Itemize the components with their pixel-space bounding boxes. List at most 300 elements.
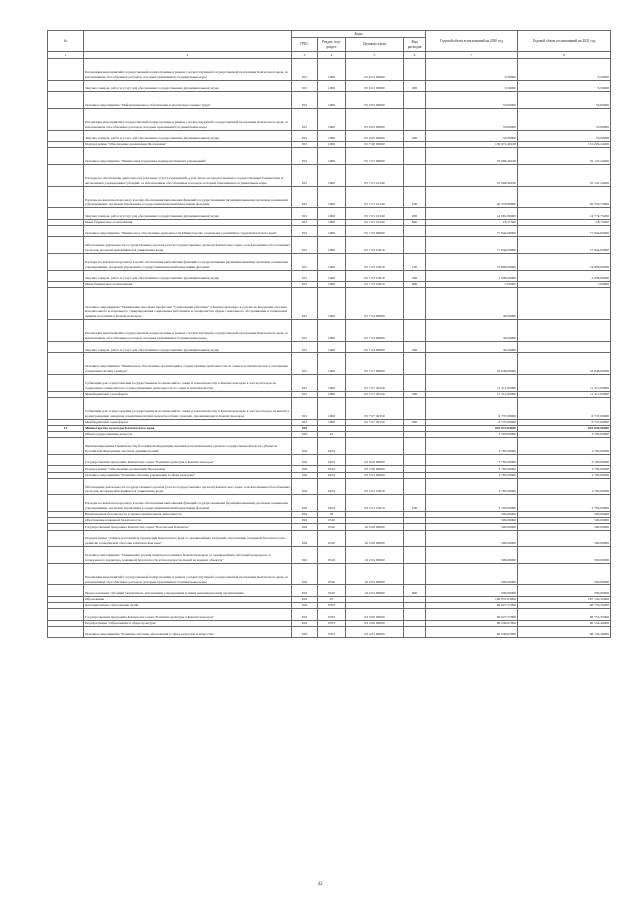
row-number (48, 270, 84, 281)
table-row (48, 454, 611, 465)
row-razdel: 1006 (318, 253, 346, 270)
row-razdel: 0310 (318, 563, 346, 585)
row-number (48, 253, 84, 270)
row-grbs: 815 (292, 320, 318, 342)
row-sum-2020: 150 972,46100 (426, 141, 518, 147)
row-expense-type (404, 148, 426, 165)
row-razdel: 0310 (318, 518, 346, 524)
row-sum-2021: 500,00000 (518, 511, 611, 517)
row-sum-2021: 18 048,00000 (518, 353, 611, 375)
row-razdel: 0703 (318, 603, 346, 609)
row-number (48, 130, 84, 141)
row-sum-2020: 53,00000 (426, 108, 518, 130)
row-sum-2021: 53,00000 (518, 92, 611, 109)
column-index: 3 (292, 52, 318, 59)
row-razdel: 1006 (318, 270, 346, 281)
row-razdel: 0104 (318, 454, 346, 465)
row-sum-2020: 3,50000 (426, 80, 518, 91)
row-sum-2020: 66 046,67000 (426, 626, 518, 637)
row-razdel: 0104 (318, 466, 346, 472)
row-grbs: 815 (292, 353, 318, 375)
row-grbs: 815 (292, 375, 318, 392)
row-name: Закупка товаров, работ и услуг для обеспечения государственных (муниципальных) нужд (84, 270, 292, 281)
row-expense-type (404, 626, 426, 637)
row-grbs: 816 (292, 585, 318, 596)
row-target-article: 05 7 07 40120 (346, 391, 404, 397)
row-sum-2021: 55 147,24200 (518, 148, 611, 165)
table-row (48, 342, 611, 353)
row-razdel: 0104 (318, 472, 346, 478)
row-expense-type: 600 (404, 585, 426, 596)
row-razdel: 0703 (318, 620, 346, 626)
row-sum-2021: 3 785,00000 (518, 478, 611, 495)
budget-table (47, 30, 611, 638)
header-sum-2020: Годовой объем ассигнований на 2020 год (426, 31, 518, 52)
table-row (48, 225, 611, 236)
row-grbs: 816 (292, 495, 318, 512)
row-expense-type: 100 (404, 186, 426, 208)
header-csr: Целевая статья (346, 38, 404, 52)
row-name: Субвенции для осуществления государственных полномочий по опеке и попечительству в Камчатском крае в части расходов на содержание специалистов, осуществляющих деятельность по опеке и попечительству (84, 375, 292, 392)
row-sum-2020: 30,00000 (426, 342, 518, 353)
row-razdel: 1006 (318, 342, 346, 353)
row-grbs: 815 (292, 208, 318, 219)
row-expense-type (404, 59, 426, 81)
row-name: Общегосударственные вопросы (84, 432, 292, 438)
row-expense-type (404, 438, 426, 455)
row-expense-type: 200 (404, 270, 426, 281)
row-expense-type: 100 (404, 495, 426, 512)
row-sum-2020: 14 681,86000 (426, 208, 518, 219)
row-name: Основное мероприятие "Повышение уровня защиты населения в Камчатском крае от чрезвычайных ситуаций природного и техногенного характера, пожарной безопасности и безопасности людей на водных объектах" (84, 547, 292, 564)
row-target-article: 05 7 01 10140 (346, 208, 404, 219)
row-grbs: 815 (292, 148, 318, 165)
row-razdel: 0310 (318, 547, 346, 564)
column-index: 2 (84, 52, 292, 59)
row-sum-2020: 3 785,00000 (426, 472, 518, 478)
row-grbs: 816 (292, 609, 318, 620)
row-sum-2021: 74 899,00000 (518, 253, 611, 270)
row-name: Реализация мероприятий государственной подпрограммы в рамках соответствующей государственной программы Камчатского края, за исключением обособленных расходов, которым присваиваются уникальные коды (84, 59, 292, 81)
header-vr: Вид расходов (404, 38, 426, 52)
row-name: Расходы на выплаты персоналу в целях обеспечения выполнения функций государственными (муниципальными) органами, казенными учреждениями, органами управления государственными внебюджетными фондами (84, 495, 292, 512)
row-number (48, 375, 84, 392)
row-name: Подпрограмма "Защита населения и территорий Камчатского края от чрезвычайных ситуаций, обеспечение пожарной безопасности и развитие гражданской обороны в Камчатском крае" (84, 530, 292, 547)
row-sum-2021: 3 785,00000 (518, 438, 611, 455)
row-sum-2021: 500,00000 (518, 530, 611, 547)
column-index: 6 (404, 52, 426, 59)
table-row (48, 148, 611, 165)
row-sum-2021: 66 755,35000 (518, 603, 611, 609)
row-name: Расходы на обеспечение деятельности (оказание услуг) учреждений, в том числе на предоставление государственным бюджетным и автономным учреждениям субсидий, за исключением обособленных расходов, которым присваиваются уникальные коды (84, 164, 292, 186)
row-name: Функционирование Правительства Российской Федерации, высших исполнительных органов государственной власти субъектов Российской Федерации, местных администраций (84, 438, 292, 455)
row-name: Иные бюджетные ассигнования (84, 219, 292, 225)
row-sum-2020: 77 844,00000 (426, 225, 518, 236)
row-number (48, 225, 84, 236)
row-sum-2020: 18,71500 (426, 219, 518, 225)
row-name: Подпрограмма "Образование в сфере культуры" (84, 620, 292, 626)
row-expense-type (404, 108, 426, 130)
row-grbs: 816 (292, 478, 318, 495)
row-grbs: 815 (292, 288, 318, 320)
row-expense-type (404, 454, 426, 465)
row-target-article: 03 4 00 00000 (346, 620, 404, 626)
row-target-article: 05 7 00 00000 (346, 141, 404, 147)
row-sum-2020: 500,00000 (426, 585, 518, 596)
row-sum-2020: 3 785,00000 (426, 466, 518, 472)
row-sum-2021: 3 785,00000 (518, 454, 611, 465)
row-grbs: 815 (292, 237, 318, 254)
row-grbs: 815 (292, 80, 318, 91)
row-number (48, 353, 84, 375)
row-sum-2021: 3 785,00000 (518, 466, 611, 472)
row-sum-2020: 55 090,46100 (426, 164, 518, 186)
row-grbs: 816 (292, 524, 318, 530)
row-target-article: 16 2 04 09990 (346, 585, 404, 596)
row-number (48, 495, 84, 512)
row-razdel: 1006 (318, 398, 346, 420)
row-number (48, 186, 84, 208)
row-name: Расходы на выплаты персоналу в целях обеспечения выполнения функций государственными (муниципальными) органами, казенными учреждениями, органами управления государственными внебюджетными фондами (84, 186, 292, 208)
table-row (48, 478, 611, 495)
row-number: 14 (48, 426, 84, 432)
row-grbs: 816 (292, 518, 318, 524)
row-number (48, 563, 84, 585)
row-grbs: 815 (292, 270, 318, 281)
row-sum-2021: 66 154,49000 (518, 626, 611, 637)
row-expense-type: 200 (404, 342, 426, 353)
column-index: 8 (518, 52, 611, 59)
row-sum-2021: 6 737,00000 (518, 419, 611, 425)
row-name: Государственная программа Камчатского края "Безопасная Камчатка" (84, 524, 292, 530)
row-expense-type: 500 (404, 391, 426, 397)
row-razdel: 0310 (318, 530, 346, 547)
row-sum-2020: 7,00000 (426, 281, 518, 287)
column-index: 5 (346, 52, 404, 59)
row-target-article: 03 5 01 10010 (346, 495, 404, 512)
row-name: Основное мероприятие "Развитие системы образования в сфере культуры и искусства" (84, 626, 292, 637)
row-grbs: 815 (292, 164, 318, 186)
row-name: Предоставление субсидий бюджетным, автономным учреждениям и иным некоммерческим организациям (84, 585, 292, 596)
table-row (48, 253, 611, 270)
row-sum-2020: 55 090,46100 (426, 148, 518, 165)
row-grbs: 815 (292, 141, 318, 147)
row-expense-type: 200 (404, 80, 426, 91)
row-grbs: 815 (292, 59, 318, 81)
row-expense-type: 800 (404, 219, 426, 225)
table-row (48, 563, 611, 585)
row-target-article: 03 5 01 00000 (346, 472, 404, 478)
row-name: Основное мероприятие "Развитие системы управления в сфере культуры" (84, 472, 292, 478)
row-target-article: 05 7 03 10010 (346, 281, 404, 287)
column-index: 1 (48, 52, 84, 59)
row-razdel: 1006 (318, 59, 346, 81)
row-sum-2021: 500,00000 (518, 547, 611, 564)
row-sum-2021: 3,50000 (518, 59, 611, 81)
row-sum-2021: 500,00000 (518, 585, 611, 596)
row-sum-2020: 11 311,00000 (426, 391, 518, 397)
table-row (48, 288, 611, 320)
row-target-article: 05 7 03 10010 (346, 237, 404, 254)
row-name: Основное мероприятие "Информационное обеспечение и пропаганда охраны труда" (84, 92, 292, 109)
row-target-article: 05 7 03 10010 (346, 270, 404, 281)
row-number (48, 398, 84, 420)
row-name: Образование (84, 596, 292, 602)
row-target-article: 05 7 03 00000 (346, 225, 404, 236)
row-sum-2021: 854 830,96000 (518, 426, 611, 432)
row-razdel: 0104 (318, 438, 346, 455)
table-row (48, 164, 611, 186)
row-name: Государственная программа Камчатского края "Развитие культуры в Камчатском крае" (84, 454, 292, 465)
row-grbs: 815 (292, 398, 318, 420)
column-index: 7 (426, 52, 518, 59)
header-number: № (48, 31, 84, 52)
row-target-article: 05 7 04 09990 (346, 320, 404, 342)
row-sum-2020: 500,00000 (426, 547, 518, 564)
row-sum-2020: 66 627,57000 (426, 609, 518, 620)
row-razdel: 01 (318, 432, 346, 438)
row-grbs: 816 (292, 454, 318, 465)
table-row (48, 438, 611, 455)
row-expense-type (404, 530, 426, 547)
row-name: Министерство культуры Камчатского края (84, 426, 292, 432)
row-name: Реализация мероприятий государственной подпрограммы в рамках соответствующей государственной программы Камчатского края, за исключением обособленных расходов, которым присваиваются уникальные коды (84, 563, 292, 585)
row-grbs: 816 (292, 596, 318, 602)
row-razdel: 1006 (318, 164, 346, 186)
row-number (48, 478, 84, 495)
row-number (48, 454, 84, 465)
table-row (48, 59, 611, 81)
row-target-article: 05 7 04 00000 (346, 288, 404, 320)
row-razdel: 1006 (318, 375, 346, 392)
row-sum-2020: 66 627,57000 (426, 603, 518, 609)
row-name: Дополнительное образование детей (84, 603, 292, 609)
row-sum-2021: 11 311,00000 (518, 375, 611, 392)
row-name: Закупка товаров, работ и услуг для обеспечения государственных (муниципальных) нужд (84, 130, 292, 141)
row-name: Национальная безопасность и правоохранительная деятельность (84, 511, 292, 517)
table-row (48, 547, 611, 564)
row-grbs: 816 (292, 472, 318, 478)
row-sum-2020: 3 785,00000 (426, 495, 518, 512)
table-row (48, 320, 611, 342)
row-target-article: 16 2 04 00000 (346, 547, 404, 564)
row-sum-2020: 500,00000 (426, 530, 518, 547)
row-target-article: 05 6 01 09990 (346, 80, 404, 91)
row-sum-2020: 6 737,00000 (426, 398, 518, 420)
row-target-article: 05 6 05 09990 (346, 130, 404, 141)
row-razdel: 07 (318, 596, 346, 602)
row-target-article: 03 0 00 00000 (346, 454, 404, 465)
row-name: Закупка товаров, работ и услуг для обеспечения государственных (муниципальных) нужд (84, 342, 292, 353)
row-grbs: 815 (292, 342, 318, 353)
row-number (48, 609, 84, 620)
row-target-article: 05 6 01 09990 (346, 59, 404, 81)
row-razdel: 0310 (318, 524, 346, 530)
row-number (48, 438, 84, 455)
table-row (48, 92, 611, 109)
row-number (48, 530, 84, 547)
row-name: Основное мероприятие "Финансовое обеспечение деятельности Министерства социального развития и труда Камчатского края" (84, 225, 292, 236)
row-expense-type (404, 164, 426, 186)
row-target-article: 03 5 01 10010 (346, 478, 404, 495)
header-codes-group: Коды (292, 31, 426, 38)
row-grbs: 815 (292, 219, 318, 225)
row-sum-2020: 30,00000 (426, 320, 518, 342)
row-grbs: 815 (292, 281, 318, 287)
row-sum-2021 (518, 288, 611, 320)
row-name: Реализация мероприятий государственной подпрограммы в рамках соответствующей государственной программы Камчатского края, за исключением обособленных расходов, которым присваиваются уникальные коды (84, 108, 292, 130)
row-name: Основное мероприятие "Повышение престижа профессии "Социальный работник" в Камчатском крае, в том числе внедрение системы материального и морального стимулирования социальных работников и специалистов сферы социального обслуживания и социальной защиты населения в Камчатском крае" (84, 288, 292, 320)
row-razdel: 1006 (318, 80, 346, 91)
row-sum-2021: 3 785,00000 (518, 495, 611, 512)
row-razdel: 0104 (318, 495, 346, 512)
row-sum-2020: 74 899,00000 (426, 253, 518, 270)
row-sum-2020: 500,00000 (426, 511, 518, 517)
row-expense-type (404, 375, 426, 392)
row-sum-2021: 500,00000 (518, 524, 611, 530)
row-sum-2020: 30,00000 (426, 288, 518, 320)
table-row (48, 270, 611, 281)
row-name: Закупка товаров, работ и услуг для обеспечения государственных (муниципальных) нужд (84, 80, 292, 91)
row-target-article: 05 7 01 00000 (346, 148, 404, 165)
row-sum-2021: 500,00000 (518, 563, 611, 585)
row-razdel: 1006 (318, 92, 346, 109)
row-number (48, 342, 84, 353)
row-sum-2020: 66 046,67000 (426, 620, 518, 626)
row-target-article: 05 7 01 10140 (346, 219, 404, 225)
row-sum-2020: 3 785,00000 (426, 438, 518, 455)
row-target-article: 05 6 05 09990 (346, 108, 404, 130)
row-razdel: 1006 (318, 288, 346, 320)
row-number (48, 547, 84, 564)
table-row (48, 375, 611, 392)
row-number (48, 237, 84, 254)
row-grbs: 816 (292, 426, 318, 432)
row-sum-2021: 11 311,00000 (518, 391, 611, 397)
row-sum-2021 (518, 320, 611, 342)
row-sum-2020: 852 973,84000 (426, 426, 518, 432)
row-grbs: 815 (292, 225, 318, 236)
row-sum-2021: 55 147,24200 (518, 164, 611, 186)
row-sum-2021: 3 785,00000 (518, 432, 611, 438)
row-expense-type (404, 320, 426, 342)
row-sum-2020: 53,00000 (426, 92, 518, 109)
row-target-article: 05 7 01 10140 (346, 186, 404, 208)
row-sum-2020: 6 737,00000 (426, 419, 518, 425)
row-razdel: 0703 (318, 609, 346, 620)
row-razdel: 1006 (318, 353, 346, 375)
row-target-article (346, 438, 404, 455)
row-razdel: 1006 (318, 391, 346, 397)
row-sum-2021: 40 353,75600 (518, 186, 611, 208)
row-name: Основное мероприятие "Финансовая поддержка подведомственных учреждений" (84, 148, 292, 165)
row-razdel: 03 (318, 511, 346, 517)
row-sum-2021: 53,00000 (518, 108, 611, 130)
row-sum-2021: 2 938,00000 (518, 270, 611, 281)
row-target-article: 05 6 05 00000 (346, 92, 404, 109)
row-grbs: 816 (292, 466, 318, 472)
row-expense-type (404, 609, 426, 620)
row-razdel: 1006 (318, 281, 346, 287)
header-grbs: ГРБС (292, 38, 318, 52)
row-sum-2021: 66 755,35000 (518, 609, 611, 620)
row-sum-2020: 18 048,00000 (426, 353, 518, 375)
row-expense-type (404, 92, 426, 109)
row-sum-2020: 500,00000 (426, 518, 518, 524)
row-target-article: 05 7 07 40150 (346, 419, 404, 425)
row-grbs: 816 (292, 620, 318, 626)
row-sum-2020: 3 785,00000 (426, 432, 518, 438)
row-number (48, 59, 84, 81)
row-grbs: 816 (292, 626, 318, 637)
table-header (48, 31, 611, 59)
row-name: Подпрограмма "Обеспечение реализации Программы" (84, 466, 292, 472)
row-name: Закупка товаров, работ и услуг для обеспечения государственных (муниципальных) нужд (84, 208, 292, 219)
row-sum-2021: 6 737,00000 (518, 398, 611, 420)
row-target-article: 16 2 00 00000 (346, 530, 404, 547)
row-target-article: 05 7 07 40150 (346, 398, 404, 420)
row-grbs: 816 (292, 511, 318, 517)
table-row (48, 585, 611, 596)
row-name: Реализация мероприятий государственной подпрограммы в рамках соответствующей государственной программы Камчатского края, за исключением обособленных расходов, которым присваиваются уникальные коды (84, 320, 292, 342)
row-grbs: 816 (292, 603, 318, 609)
table-body (48, 59, 611, 638)
row-razdel: 0703 (318, 626, 346, 637)
row-number (48, 164, 84, 186)
row-name: Субвенции для осуществления государственных полномочий по опеке и попечительству в Камчатском крае в части расходов на выплату вознаграждения опекунам совершеннолетних недееспособных граждан, проживающих в Камчатском крае (84, 398, 292, 420)
row-target-article: 05 7 07 40120 (346, 375, 404, 392)
row-sum-2020: 77 844,00000 (426, 237, 518, 254)
table-row (48, 530, 611, 547)
row-sum-2020: 3 785,00000 (426, 478, 518, 495)
row-grbs: 816 (292, 530, 318, 547)
row-sum-2021: 14 774,75200 (518, 208, 611, 219)
row-name: Обеспечение пожарной безопасности (84, 518, 292, 524)
row-name: Обеспечение деятельности государственных органов (части государственных органов) Камчатского края, за исключением обособленных расходов, которым присваиваются уникальные коды (84, 237, 292, 254)
row-sum-2021: 66 154,49000 (518, 620, 611, 626)
row-expense-type: 800 (404, 281, 426, 287)
row-sum-2020: 186 837,63000 (426, 596, 518, 602)
column-index-row (48, 52, 611, 59)
row-expense-type (404, 237, 426, 254)
row-razdel: 1006 (318, 141, 346, 147)
table-row (48, 130, 611, 141)
row-expense-type: 500 (404, 419, 426, 425)
column-index: 4 (318, 52, 346, 59)
row-expense-type (404, 398, 426, 420)
row-sum-2020: 2 938,00000 (426, 270, 518, 281)
row-expense-type: 200 (404, 130, 426, 141)
table-row (48, 398, 611, 420)
row-number (48, 320, 84, 342)
row-razdel: 1006 (318, 148, 346, 165)
row-name: Государственная программа Камчатского края "Развитие культуры в Камчатском крае" (84, 609, 292, 620)
row-grbs: 815 (292, 130, 318, 141)
page-number: 42 (317, 882, 323, 887)
row-name: Подпрограмма "Обеспечение реализации Программы" (84, 141, 292, 147)
row-expense-type: 100 (404, 253, 426, 270)
table-row (48, 237, 611, 254)
row-sum-2021: 53,00000 (518, 130, 611, 141)
row-razdel: 0310 (318, 585, 346, 596)
row-expense-type (404, 478, 426, 495)
row-grbs: 815 (292, 253, 318, 270)
row-sum-2021: 3,50000 (518, 80, 611, 91)
row-sum-2020: 40 379,88600 (426, 186, 518, 208)
row-number (48, 626, 84, 637)
row-sum-2021: 77 844,00000 (518, 225, 611, 236)
row-number (48, 585, 84, 596)
